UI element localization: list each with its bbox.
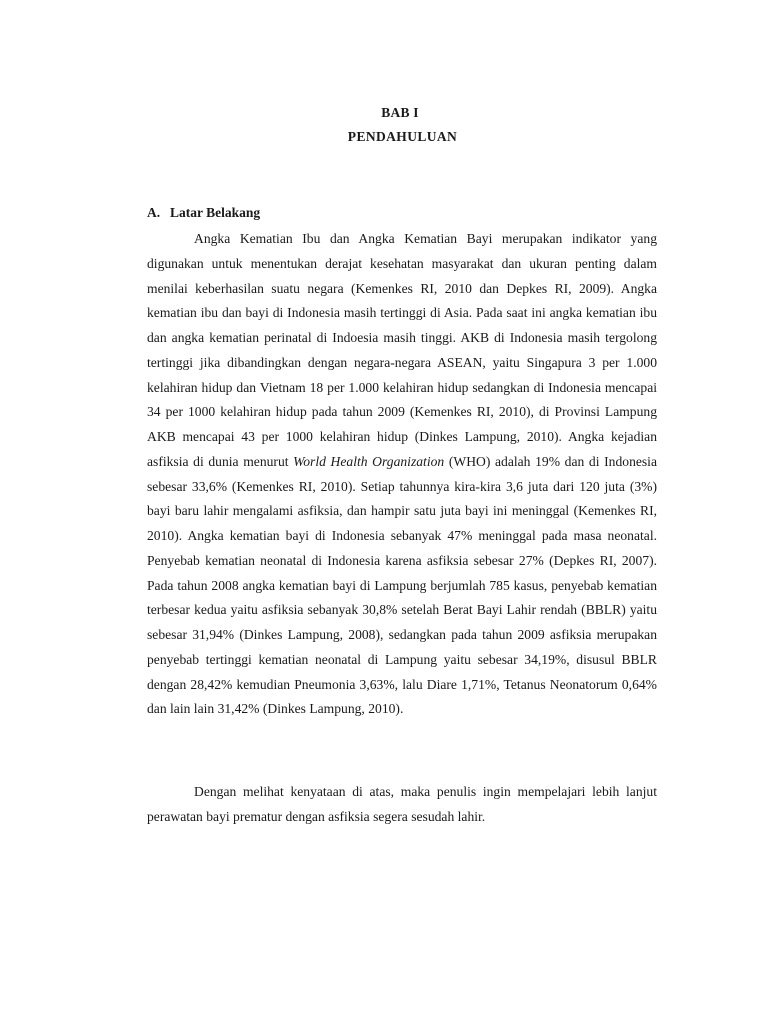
paragraph-2-text: Dengan melihat kenyataan di atas, maka penulis ingin mempelajari lebih lanjut perawatan bayi prematur dengan asfiksia segera sesudah lahir. bbox=[147, 784, 657, 824]
chapter-title: PENDAHULUAN bbox=[347, 129, 458, 144]
paragraph-1-part-a: Angka Kematian Ibu dan Angka Kematian Bayi merupakan indikator yang digunakan untuk menentukan derajat kesehatan masyarakat dan ukuran penting dalam menilai keberhasilan suatu negara (Kemenkes RI, 2010 dan Depkes RI, 2009). Angka kematian ibu dan bayi di Indonesia masih tertinggi di Asia. Pada saat ini angka kematian ibu dan angka kematian perinatal di Indoesia masih tinggi. AKB di Indonesia masih tergolong tertinggi jika dibandingkan dengan negara-negara ASEAN, yaitu Singapura 3 per 1.000 kelahiran hidup dan Vietnam 18 per 1.000 kelahiran hidup sedangkan di Indonesia mencapai 34 per 1000 kelahiran hidup pada tahun 2009 (Kemenkes RI, 2010), di Provinsi Lampung AKB mencapai 43 per 1000 kelahiran hidup (Dinkes Lampung, 2010). Angka kejadian asfiksia di dunia menurut bbox=[147, 231, 657, 469]
section-title: Latar Belakang bbox=[170, 205, 261, 220]
paragraph-1-text bbox=[147, 227, 657, 722]
who-italic-term: World Health Organization bbox=[293, 453, 445, 469]
section-number: A. bbox=[147, 205, 161, 220]
section-heading bbox=[147, 205, 260, 221]
paragraph-2 bbox=[147, 780, 657, 830]
chapter-number: BAB I bbox=[381, 105, 419, 120]
paragraph-1-part-b: (WHO) adalah 19% dan di Indonesia sebesar 33,6% (Kemenkes RI, 2010). Setiap tahunnya kira-kira 3,6 juta dari 120 juta (3%) bayi baru lahir mengalami asfiksia, dan hampir satu juta bayi ini meninggal (Kemenkes RI, 2010). Angka kematian bayi di Indonesia sebanyak 47% meninggal pada masa neonatal. Penyebab kematian neonatal di Indonesia karena asfiksia sebesar 27% (Depkes RI, 2007). Pada tahun 2008 angka kematian bayi di Lampung berjumlah 785 kasus, penyebab kematian terbesar kedua yaitu asfiksia sebanyak 30,8% setelah Berat Bayi Lahir rendah (BBLR) yaitu sebesar 31,94% (Dinkes Lampung, 2008), sedangkan pada tahun 2009 asfiksia merupakan penyebab tertinggi kematian neonatal di Lampung yaitu sebesar 34,19%, disusul BBLR dengan 28,42% kemudian Pneumonia 3,63%, lalu Diare 1,71%, Tetanus Neonatorum 0,64% dan lain lain 31,42% (Dinkes Lampung, 2010). bbox=[147, 453, 657, 717]
paragraph-1 bbox=[147, 227, 657, 722]
